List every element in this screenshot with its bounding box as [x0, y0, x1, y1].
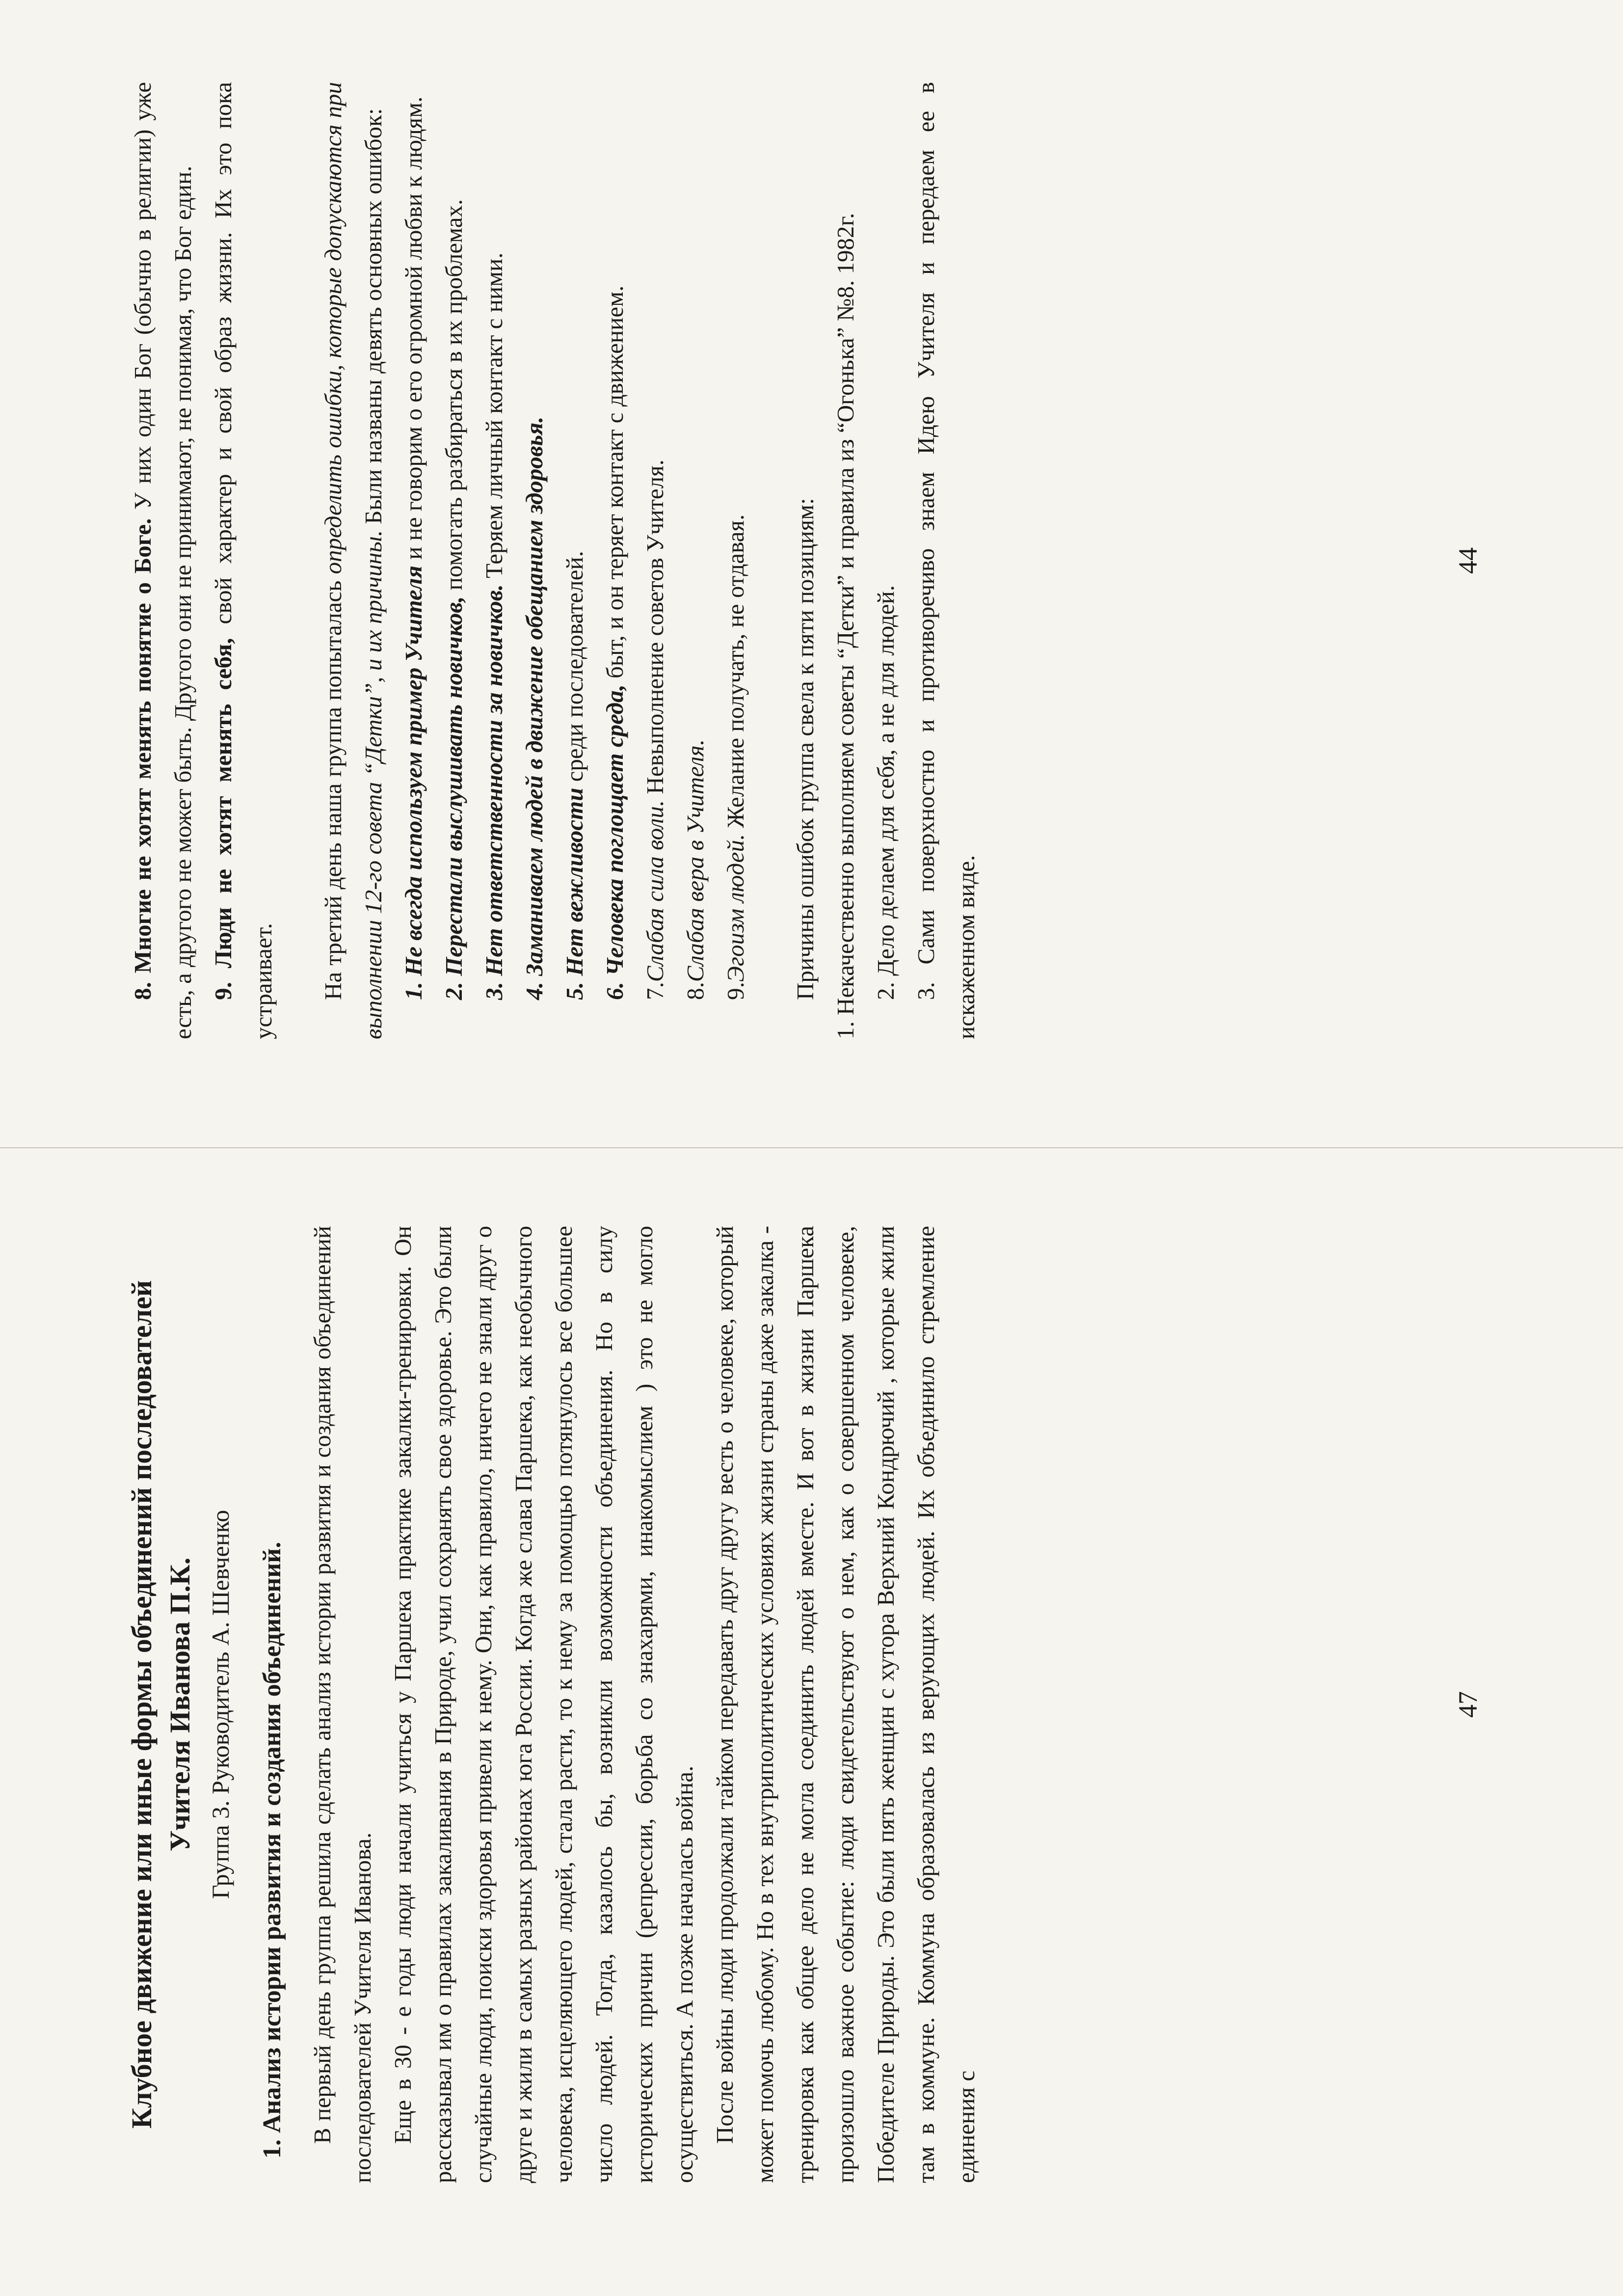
item-bold-text: Люди не хотят менять себя,	[210, 638, 237, 969]
error-item	[675, 82, 716, 1039]
page-number-right: 44	[1453, 547, 1483, 574]
cause-item: 2. Дело делаем для себя, а не для людей.	[872, 585, 899, 1000]
error-item	[635, 82, 675, 1039]
error-title: Эгоизм людей.	[722, 834, 749, 982]
error-title: Перестали выслушивать новичков,	[440, 596, 467, 976]
item-number: 5.	[561, 982, 588, 1000]
item-number: 7.	[641, 982, 668, 1000]
right-page	[123, 82, 1423, 1039]
text-run: Были названы девять основных ошибок:	[360, 108, 387, 530]
item-number: 6.	[601, 982, 628, 1000]
cause-item: 1. Некачественно выполняем советы “Детки” и правила из “Огонька” №8. 1982г.	[832, 213, 859, 1039]
error-item	[434, 82, 474, 1039]
item-text: Теряем личный контакт с ними.	[480, 252, 507, 585]
emphasis: определить ошибки, которые допускаются при выполнении 12-го совета “Детки”, и их причины.	[319, 81, 387, 1039]
article-title: Клубное движение или иные формы объединений последователей Учителя Иванова П.К.	[126, 1280, 196, 2129]
item-bold-text: Многие не хотят менять понятие о Боге.	[129, 518, 156, 973]
error-title: Заманиваем людей в движение обещанием здоровья.	[521, 416, 548, 976]
item-number: 4.	[521, 982, 548, 1000]
error-title: Слабая сила воли.	[641, 800, 668, 982]
item-text: быт, и он теряет контакт с движением.	[601, 285, 628, 685]
error-item	[394, 82, 434, 1039]
item-number: 2.	[440, 982, 467, 1000]
spacer	[756, 82, 785, 1039]
item-number: 8.	[682, 982, 709, 1000]
cause-item: 3. Сами поверхностно и противоречиво знаем Идею Учителя и передаем ее в искаженном виде.	[912, 82, 980, 1039]
item-text: У них один Бог (обычно в религии) уже есть, а другого не может быть. Другого они не принимают, не понимая, что Бог един.	[129, 82, 196, 1039]
item-number: 9.	[210, 982, 237, 1000]
error-title: Слабая вера в Учителя.	[682, 739, 709, 982]
error-title: Не всегда используем пример Учителя	[400, 566, 427, 976]
error-title: Человека поглощает среда,	[601, 684, 628, 976]
page-number-left: 47	[1453, 1691, 1483, 1718]
error-item	[514, 82, 555, 1039]
paragraph: Причины ошибок группа свела к пяти позициям:	[792, 498, 819, 1000]
item-text: Желание получать, не отдавая.	[722, 514, 749, 834]
list-item	[203, 82, 284, 1039]
item-text: помогать разбираться в их проблемах.	[440, 199, 467, 596]
error-title: Нет ответственности за новичков.	[480, 584, 507, 976]
error-item	[595, 82, 635, 1039]
spacer	[284, 82, 313, 1039]
item-text: и не говорим о его огромной любви к людям.	[400, 96, 427, 566]
error-item	[474, 82, 514, 1039]
error-item	[555, 82, 595, 1039]
left-page	[123, 1226, 1423, 2183]
section-heading: 1. Анализ истории развития и создания объединений.	[258, 1541, 286, 2159]
group-leader-line: Группа 3. Руководитель А. Шевченко	[207, 1510, 234, 1899]
paragraph: Еще в 30 - е годы люди начали учиться у Паршека практике закалки-тренировки. Он рассказывал им о правилах закаливания в Природе, учил сохранять свое здоровье. Это были случайные люди, поиски здоровья привели к нему. Они, как правило, ничего не знали друг о друге и жили в самых разных районах юга России. Когда же слава Паршека, как необычного человека, исцеляющего людей, стала расти, то к нему за помощью потянулось все большее число людей. Тогда, казалось бы, возникли возможности объединения. Но в силу исторических причин (репрессии, борьба со знахарями, инакомыслием ) это не могло осуществиться. А позже началась война.	[389, 1226, 698, 2183]
list-item	[123, 82, 203, 1039]
page-fold	[0, 1147, 1623, 1148]
item-number: 1.	[400, 982, 427, 1000]
item-number: 3.	[480, 982, 507, 1000]
paragraph: После войны люди продолжали тайком передавать друг другу весть о человеке, который может помочь любому. Но в тех внутриполитических условиях жизни страны даже закалка - тренировка как общее дело не могла соединить людей вместе. И вот в жизни Паршека произошло важное событие: люди свидетельствуют о нем, как о совершенном человеке, Победителе Природы. Это были пять женщин с хутора Верхний Кондрючий , которые жили там в коммуне. Коммуна образовалась из верующих людей. Их объединило стремление единения с	[711, 1226, 980, 2183]
text-run: На третий день наша группа попыталась	[319, 574, 346, 1000]
item-text: среди последователей.	[561, 551, 588, 788]
error-item	[716, 82, 756, 1039]
item-text: свой характер и свой образ жизни. Их это пока устраивает.	[210, 81, 277, 1039]
error-title: Нет вежливости	[561, 787, 588, 976]
item-number: 9.	[722, 982, 749, 1000]
paragraph	[313, 82, 394, 1039]
item-text: Невыполнение советов Учителя.	[641, 459, 668, 800]
item-number: 8.	[129, 982, 156, 1000]
paragraph: В первый день группа решила сделать анализ истории развития и создания объединений последователей Учителя Иванова.	[309, 1226, 376, 2183]
